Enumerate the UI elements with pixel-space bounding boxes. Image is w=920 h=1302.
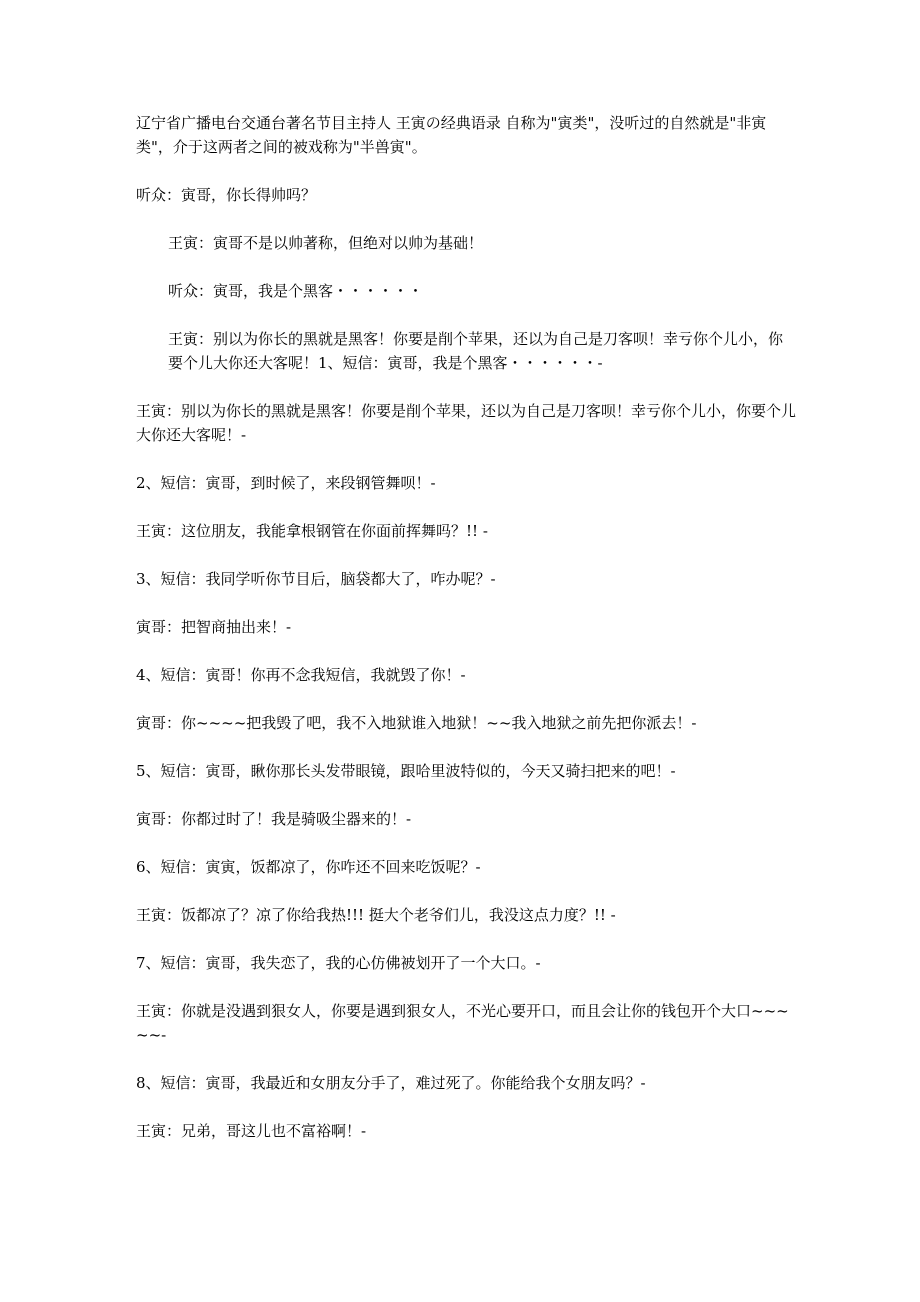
intro-paragraph: 辽宁省广播电台交通台著名节目主持人 王寅の经典语录 自称为"寅类"，没听过的自然就是"非寅类"，介于这两者之间的被戏称为"半兽寅"。 (136, 114, 767, 156)
paragraph-reply-8: 王寅：兄弟，哥这儿也不富裕啊！- (136, 1122, 367, 1140)
paragraph-wangyin-hacker-reply-2: 王寅：别以为你长的黑就是黑客！你要是削个苹果，还以为自己是刀客呗！幸亏你个儿小，你要个儿大你还大客呢！- (136, 402, 797, 444)
paragraph-sms-7: 7、短信：寅哥，我失恋了，我的心仿佛被划开了一个大口。- (136, 954, 541, 972)
paragraph-sms-6: 6、短信：寅寅，饭都凉了，你咋还不回来吃饭呢？- (136, 858, 481, 876)
paragraph-reply-5: 寅哥：你都过时了！我是骑吸尘器来的！- (136, 810, 412, 828)
paragraph-reply-4: 寅哥：你~~~~把我毁了吧，我不入地狱谁入地狱！~~我入地狱之前先把你派去！- (136, 714, 697, 732)
paragraph-listener-hacker: 听众：寅哥，我是个黑客・・・・・・ (168, 282, 424, 300)
paragraph-reply-3: 寅哥：把智商抽出来！- (136, 618, 292, 636)
paragraph-reply-2: 王寅：这位朋友，我能拿根钢管在你面前挥舞吗？!! - (136, 522, 488, 540)
document-body (136, 111, 796, 1167)
paragraph-sms-2: 2、短信：寅哥，到时候了，来段钢管舞呗！- (136, 474, 436, 492)
paragraph-listener-question: 听众：寅哥，你长得帅吗？ (136, 186, 317, 204)
paragraph-wangyin-hacker-reply: 王寅：别以为你长的黑就是黑客！你要是削个苹果，还以为自己是刀客呗！幸亏你个儿小，你要个儿大你还大客呢！1、短信：寅哥，我是个黑客・・・・・・- (168, 330, 784, 372)
paragraph-sms-8: 8、短信：寅哥，我最近和女朋友分手了，难过死了。你能给我个女朋友吗？- (136, 1074, 646, 1092)
paragraph-reply-7: 王寅：你就是没遇到狠女人，你要是遇到狠女人，不光心要开口，而且会让你的钱包开个大口~~~~~- (136, 1002, 789, 1044)
paragraph-sms-5: 5、短信：寅哥，瞅你那长头发带眼镜，跟哈里波特似的，今天又骑扫把来的吧！- (136, 762, 676, 780)
paragraph-sms-4: 4、短信：寅哥！你再不念我短信，我就毁了你！- (136, 666, 466, 684)
paragraph-wangyin-answer: 王寅：寅哥不是以帅著称，但绝对以帅为基础！ (168, 234, 484, 252)
paragraph-sms-3: 3、短信：我同学听你节目后，脑袋都大了，咋办呢？- (136, 570, 496, 588)
paragraph-reply-6: 王寅：饭都凉了？凉了你给我热!!! 挺大个老爷们儿，我没这点力度？!! - (136, 906, 616, 924)
